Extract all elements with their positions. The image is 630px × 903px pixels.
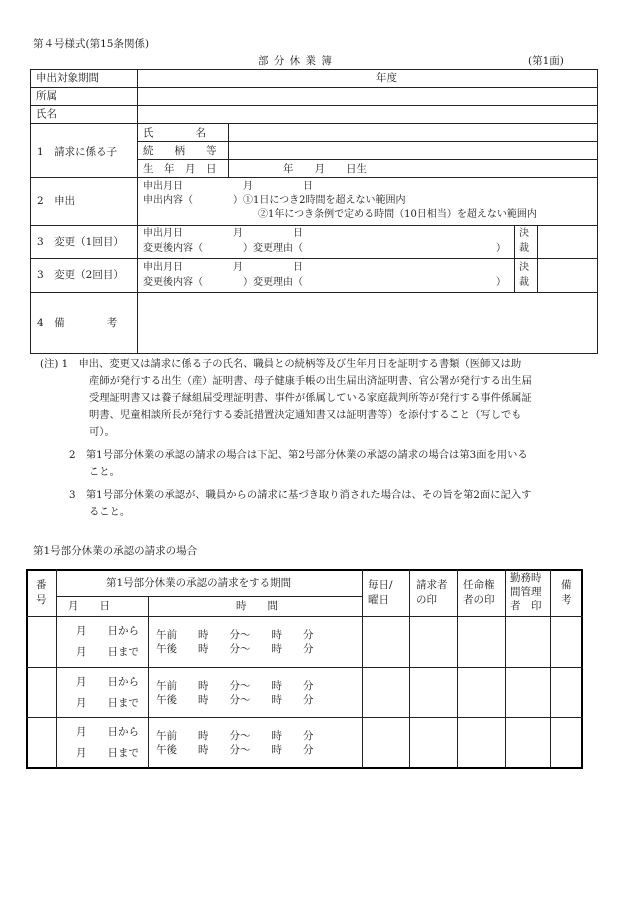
header-requester-2: の印	[416, 594, 437, 606]
apply-content[interactable]: 申出内容（ ）①1日につき2時間を超えない範囲内	[143, 195, 406, 206]
row-pm[interactable]: 午後 時 分～ 時 分	[156, 744, 314, 756]
child-relation-label: 続 柄 等	[143, 145, 217, 157]
change2-section-label: 3 変更（2回目）	[37, 269, 124, 281]
row-pm[interactable]: 午後 時 分～ 時 分	[156, 694, 314, 706]
header-manager-3: 者 印	[510, 600, 542, 612]
header-requester-1: 請求者	[416, 579, 448, 591]
change1-decision-bottom: 裁	[519, 243, 529, 254]
row-from[interactable]: 月 日から	[76, 625, 139, 637]
header-approver-1: 任命権	[463, 579, 495, 591]
header-number-1: 番	[36, 579, 47, 591]
header-month-day: 月 日	[68, 600, 110, 612]
change2-date[interactable]: 申出月日 月 日	[143, 262, 303, 273]
header-remarks-1: 備	[561, 579, 572, 591]
header-weekday-1: 毎日/	[368, 579, 393, 591]
change2-decision-bottom: 裁	[519, 277, 529, 288]
row-to[interactable]: 月 日まで	[76, 747, 139, 759]
header-manager-1: 勤務時	[510, 572, 542, 584]
header-approver-2: 者の印	[463, 594, 495, 606]
row-to[interactable]: 月 日まで	[76, 646, 139, 658]
change1-section-label: 3 変更（1回目）	[37, 236, 124, 248]
name-label: 氏名	[36, 108, 57, 120]
note-line: 受理証明書又は養子縁組届受理証明書、事件が係属している家庭裁判所等が発行する事件係属証	[89, 392, 532, 404]
period-value[interactable]: 年度	[376, 72, 397, 84]
form-title: 部 分 休 業 簿	[258, 55, 333, 67]
note-line: こと。	[89, 466, 120, 478]
change2-content[interactable]: 変更後内容（ ）変更理由（	[143, 277, 303, 288]
child-birth-label: 生 年 月 日	[143, 163, 217, 175]
row-am[interactable]: 午前 時 分～ 時 分	[156, 680, 314, 692]
page-label: (第1面)	[528, 55, 564, 67]
change2-close: ）	[496, 277, 506, 288]
header-weekday-2: 曜日	[368, 594, 389, 606]
period-label: 申出対象期間	[36, 72, 99, 84]
remarks-section-label: 4 備 考	[37, 317, 118, 329]
note-line: ること。	[89, 506, 131, 518]
note-line: 3 第1号部分休業の承認が、職員からの請求に基づき取り消された場合は、その旨を第2面に記入す	[69, 489, 532, 501]
note-line: 可）。	[89, 426, 115, 438]
change1-decision-top: 決	[519, 228, 529, 239]
child-birth-value[interactable]: 年 月 日生	[283, 163, 367, 175]
change1-close: ）	[496, 243, 506, 254]
change2-decision-top: 決	[519, 262, 529, 273]
header-period: 第1号部分休業の承認の請求をする期間	[106, 577, 292, 589]
row-pm[interactable]: 午後 時 分～ 時 分	[156, 643, 314, 655]
child-section-label: 1 請求に係る子	[37, 146, 118, 158]
header-remarks-2: 考	[561, 594, 572, 606]
row-from[interactable]: 月 日から	[76, 726, 139, 738]
row-am[interactable]: 午前 時 分～ 時 分	[156, 629, 314, 641]
child-name-label: 氏 名	[143, 127, 206, 139]
apply-date[interactable]: 申出月日 月 日	[143, 181, 313, 192]
header-number-2: 号	[36, 594, 47, 606]
apply-option-2: ②1年につき条例で定める時間（10日相当）を超えない範囲内	[258, 209, 537, 220]
row-from[interactable]: 月 日から	[76, 676, 139, 688]
change1-content[interactable]: 変更後内容（ ）変更理由（	[143, 243, 303, 254]
row-am[interactable]: 午前 時 分～ 時 分	[156, 730, 314, 742]
note-line: 2 第1号部分休業の承認の請求の場合は下記、第2号部分休業の承認の請求の場合は第3面を用いる	[69, 449, 528, 461]
section2-title: 第1号部分休業の承認の請求の場合	[33, 545, 198, 557]
note-line: (注) 1 申出、変更又は請求に係る子の氏名、職員との続柄等及び生年月日を証明する書類（医師又は助	[40, 358, 522, 370]
form-number: 第４号様式(第15条関係)	[33, 38, 150, 50]
header-time: 時 間	[236, 600, 278, 612]
header-manager-2: 間管理	[510, 586, 542, 598]
note-line: 明書、児童相談所長が発行する委託措置決定通知書又は証明書等）を添付すること（写しでも	[89, 409, 522, 421]
change1-date[interactable]: 申出月日 月 日	[143, 228, 303, 239]
note-line: 産師が発行する出生（産）証明書、母子健康手帳の出生届出済証明書、官公署が発行する出生届	[89, 375, 532, 387]
row-to[interactable]: 月 日まで	[76, 697, 139, 709]
affiliation-label: 所属	[36, 90, 57, 102]
apply-section-label: 2 申出	[37, 195, 76, 207]
